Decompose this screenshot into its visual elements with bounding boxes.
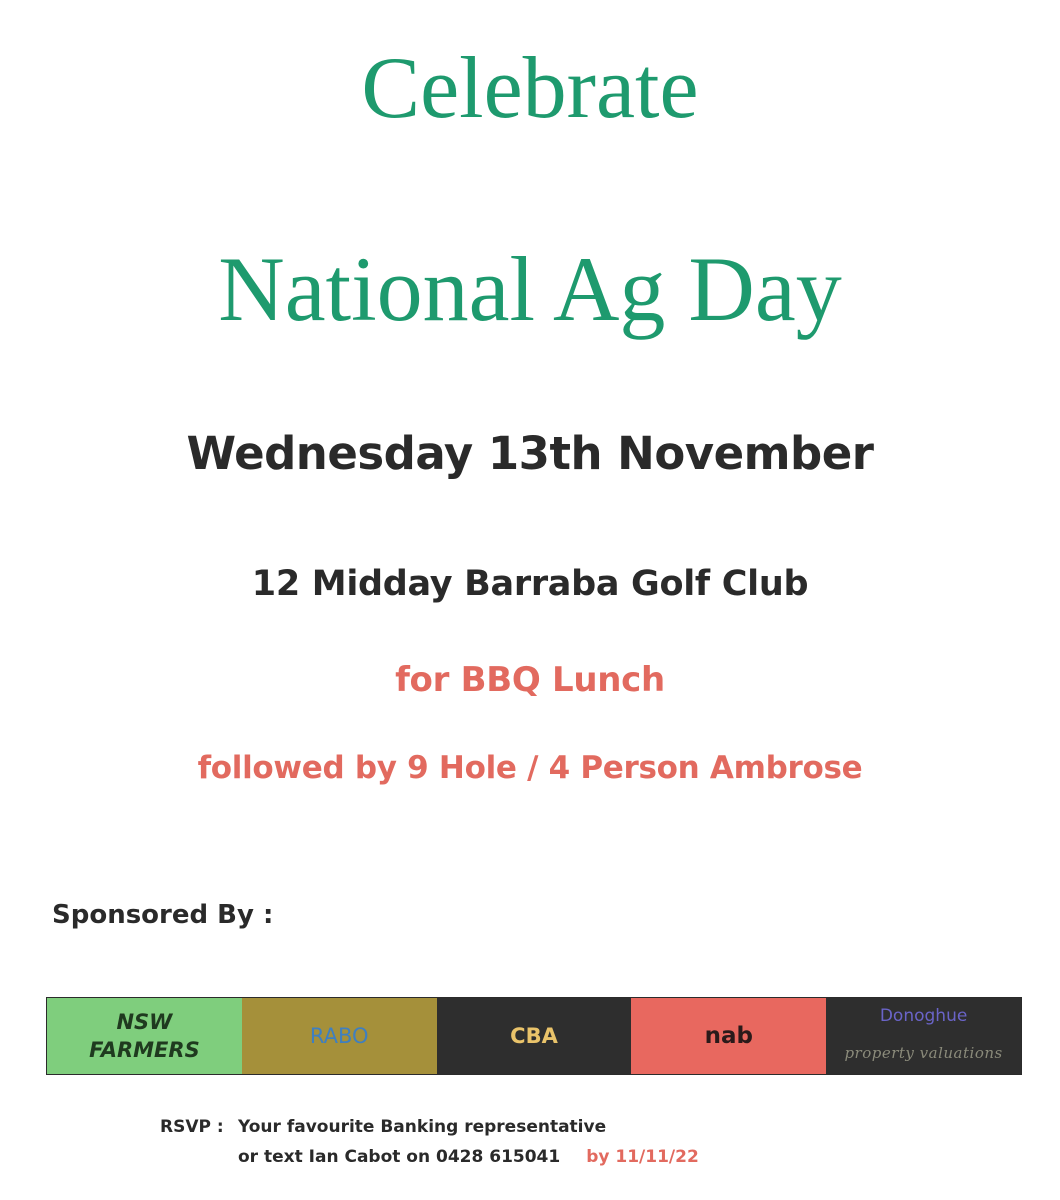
title-celebrate: Celebrate	[361, 40, 699, 137]
rsvp-line2: or text Ian Cabot on 0428 615041	[238, 1147, 561, 1167]
event-time-venue: 12 Midday Barraba Golf Club	[251, 564, 809, 604]
sponsor-donoghue-sub: property valuations	[844, 1044, 1003, 1062]
sponsored-by-heading: Sponsored By :	[52, 900, 274, 930]
event-date: Wednesday 13th November	[186, 427, 874, 480]
event-lunch: for BBQ Lunch	[395, 660, 665, 700]
sponsor-donoghue-name: Donoghue	[879, 1006, 968, 1026]
rsvp-line1: Your favourite Banking representative	[238, 1117, 607, 1137]
rsvp-block	[160, 1112, 699, 1172]
sponsor-nsw-line2: FARMERS	[89, 1038, 200, 1062]
event-golf: followed by 9 Hole / 4 Person Ambrose	[197, 750, 863, 786]
title-national-ag-day: National Ag Day	[218, 238, 842, 340]
sponsor-nsw-farmers	[47, 998, 242, 1074]
sponsor-cba-label: CBA	[510, 1024, 558, 1048]
rsvp-deadline: by 11/11/22	[586, 1147, 699, 1167]
sponsor-rabo	[242, 998, 437, 1074]
sponsor-nab-label: nab	[704, 1023, 753, 1049]
sponsor-bar	[46, 997, 1022, 1075]
sponsor-nsw-line1: NSW	[116, 1009, 173, 1034]
sponsor-donoghue	[826, 998, 1021, 1074]
sponsor-nab	[631, 998, 826, 1074]
sponsor-rabo-label: RABO	[309, 1024, 369, 1048]
rsvp-label: RSVP :	[160, 1117, 224, 1137]
sponsor-cba	[437, 998, 632, 1074]
